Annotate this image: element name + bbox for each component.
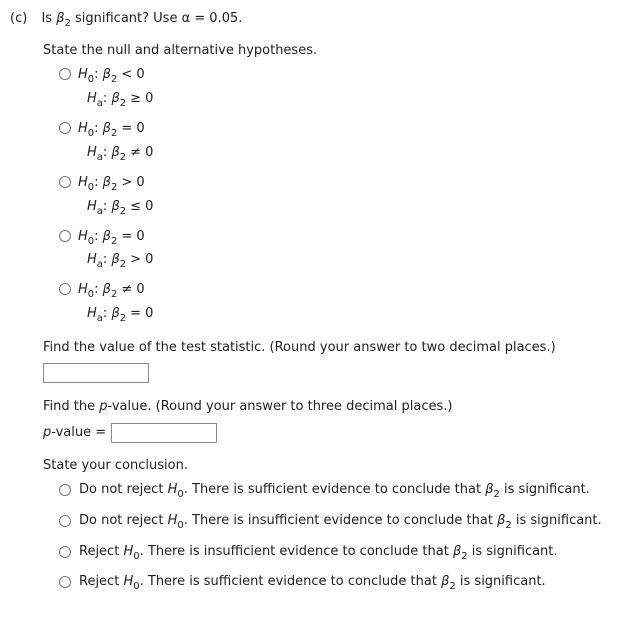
h-subscript: 0 (177, 520, 184, 531)
h-subscript: 0 (87, 236, 95, 247)
beta-symbol: β (485, 482, 494, 497)
beta-symbol: β (56, 11, 65, 26)
conclusion-after: is significant. (515, 513, 602, 528)
alt-relation: ≥ 0 (130, 91, 154, 106)
beta-subscript: 2 (119, 259, 127, 270)
conclusion-text-3 (79, 544, 558, 562)
conclusion-after: is significant. (471, 544, 558, 559)
p-label-rest: -value = (51, 425, 107, 440)
hypotheses-prompt: State the null and alternative hypotheses. (43, 43, 318, 58)
h-subscript: 0 (133, 551, 140, 562)
null-relation: ≠ 0 (121, 282, 145, 297)
p-symbol: p (99, 399, 108, 414)
beta-subscript: 2 (110, 74, 118, 85)
beta-symbol: β (102, 67, 111, 82)
h-subscript: a (96, 152, 103, 163)
null-relation: = 0 (121, 229, 145, 244)
conclusion-before: Do not reject (79, 513, 164, 528)
p-value-prompt-after: -value. (Round your answer to three decimal places.) (107, 399, 453, 414)
alternative-hypothesis: $H_a$: $\beta_2 > 0$ (87, 252, 154, 270)
beta-symbol: β (452, 544, 462, 559)
h-symbol: H (167, 482, 178, 497)
beta-subscript: 2 (119, 98, 127, 109)
hypothesis-radio-4[interactable] (59, 230, 71, 242)
conclusion-radio-1[interactable] (59, 484, 71, 496)
beta-symbol: β (111, 199, 120, 214)
h-symbol: H (78, 121, 88, 136)
beta-subscript: 2 (110, 236, 118, 247)
h-subscript: a (96, 206, 103, 217)
null-hypothesis: $H_0$: $\beta_2 = 0$ (78, 229, 145, 247)
beta-subscript: 2 (493, 489, 500, 500)
h-symbol: H (87, 145, 97, 160)
conclusion-after: is significant. (504, 482, 590, 497)
p-value-prompt-before: Find the (43, 399, 96, 414)
question-text-after: significant? Use α = 0.05. (75, 11, 243, 26)
p-label-symbol: p (43, 425, 52, 440)
h-symbol: H (123, 544, 134, 559)
h-subscript: a (96, 313, 103, 324)
alternative-hypothesis: $H_a$: $\beta_2 = 0$ (87, 306, 154, 324)
h-symbol: H (87, 91, 97, 106)
conclusion-before: Reject (79, 544, 120, 559)
conclusion-after: is significant. (459, 574, 546, 589)
beta-subscript: 2 (64, 18, 71, 29)
conclusion-radio-3[interactable] (59, 546, 71, 558)
null-relation: = 0 (121, 121, 145, 136)
hypothesis-radio-5[interactable] (59, 283, 71, 295)
beta-subscript: 2 (119, 313, 127, 324)
conclusion-mid: . There is sufficient evidence to conclude that (139, 574, 437, 589)
alternative-hypothesis: $H_a$: $\beta_2 \le 0$ (87, 199, 154, 217)
beta-subscript: 2 (119, 206, 127, 217)
beta-symbol: β (102, 229, 111, 244)
beta-symbol: β (111, 145, 120, 160)
p-value-label (43, 425, 106, 440)
conclusion-before: Do not reject (79, 482, 164, 497)
beta-symbol: β (102, 175, 111, 190)
beta-subscript: 2 (505, 520, 512, 531)
hypothesis-radio-3[interactable] (59, 176, 71, 188)
alt-relation: = 0 (130, 306, 154, 321)
h-symbol: H (78, 282, 88, 297)
h-symbol: H (78, 175, 88, 190)
conclusion-text-1 (79, 482, 590, 500)
h-subscript: a (96, 259, 103, 270)
test-statistic-prompt: Find the value of the test statistic. (Round your answer to two decimal places.) (43, 340, 556, 355)
p-value-prompt (43, 399, 452, 414)
conclusion-before: Reject (79, 574, 120, 589)
beta-subscript: 2 (110, 182, 118, 193)
conclusion-text-2 (79, 513, 602, 531)
null-hypothesis: $H_0$: $\beta_2 = 0$ (78, 121, 145, 139)
h-symbol: H (78, 67, 88, 82)
null-hypothesis: $H_0$: $\beta_2 < 0$ (78, 67, 145, 85)
h-symbol: H (167, 513, 178, 528)
alt-relation: > 0 (130, 252, 154, 267)
h-symbol: H (87, 199, 97, 214)
conclusion-mid: . There is sufficient evidence to conclude that (183, 482, 482, 497)
conclusion-mid: . There is insufficient evidence to conclude that (139, 544, 449, 559)
hypothesis-radio-1[interactable] (59, 68, 71, 80)
h-subscript: 0 (87, 289, 95, 300)
h-symbol: H (123, 574, 134, 589)
beta-symbol: β (111, 252, 120, 267)
beta-symbol: β (102, 282, 111, 297)
null-hypothesis: $H_0$: $\beta_2 \ne 0$ (78, 282, 145, 300)
null-relation: < 0 (121, 67, 145, 82)
question-label: (c) (10, 11, 28, 26)
conclusion-radio-2[interactable] (59, 515, 71, 527)
h-subscript: 0 (177, 489, 184, 500)
conclusion-text-4 (79, 574, 546, 592)
conclusion-mid: . There is insufficient evidence to conclude that (183, 513, 493, 528)
beta-subscript: 2 (119, 152, 127, 163)
alt-relation: ≤ 0 (130, 199, 154, 214)
conclusion-radio-4[interactable] (59, 576, 71, 588)
alternative-hypothesis: $H_a$: $\beta_2 \ne 0$ (87, 145, 154, 163)
h-subscript: 0 (87, 74, 95, 85)
h-subscript: a (96, 98, 103, 109)
test-statistic-input[interactable] (43, 363, 149, 383)
beta-symbol: β (111, 91, 120, 106)
h-symbol: H (78, 229, 88, 244)
h-symbol: H (87, 306, 97, 321)
h-symbol: H (87, 252, 97, 267)
p-value-input[interactable] (111, 423, 217, 443)
beta-subscript: 2 (461, 551, 468, 562)
alt-relation: ≠ 0 (130, 145, 154, 160)
null-hypothesis: $H_0$: $\beta_2 > 0$ (78, 175, 145, 193)
beta-symbol: β (111, 306, 120, 321)
hypothesis-radio-2[interactable] (59, 122, 71, 134)
beta-symbol: β (497, 513, 506, 528)
beta-subscript: 2 (110, 289, 118, 300)
question-header (10, 11, 243, 29)
conclusion-prompt: State your conclusion. (43, 458, 188, 473)
h-subscript: 0 (87, 128, 95, 139)
h-subscript: 0 (133, 581, 140, 592)
beta-symbol: β (441, 574, 450, 589)
beta-subscript: 2 (449, 581, 456, 592)
alternative-hypothesis: $H_a$: $\beta_2 \ge 0$ (87, 91, 154, 109)
question-text-before: Is (41, 11, 53, 26)
null-relation: > 0 (121, 175, 145, 190)
beta-subscript: 2 (110, 128, 118, 139)
h-subscript: 0 (87, 182, 95, 193)
beta-symbol: β (102, 121, 111, 136)
